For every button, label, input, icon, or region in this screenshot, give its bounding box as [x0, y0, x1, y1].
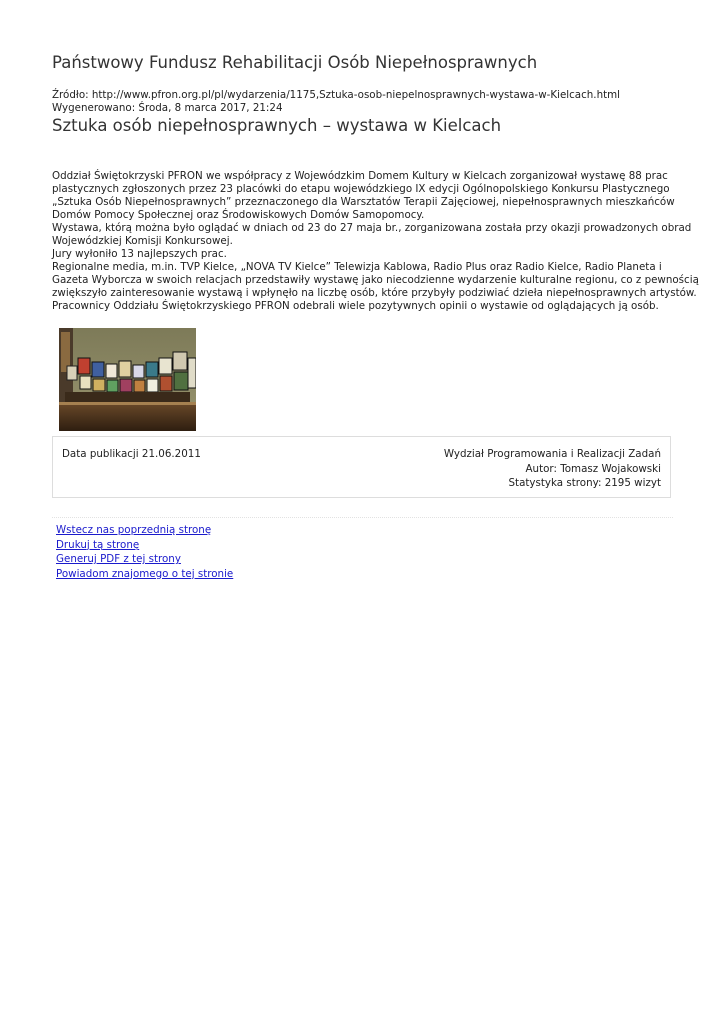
body-line: Domów Pomocy Społecznej oraz Środowiskowych Domów Samopomocy. [52, 209, 425, 221]
section-divider [52, 517, 673, 518]
back-link[interactable]: Wstecz nas poprzednią stronę [56, 524, 212, 536]
publication-date: Data publikacji 21.06.2011 [62, 448, 201, 460]
publication-info-box [52, 436, 671, 498]
organization-title: Państwowy Fundusz Rehabilitacji Osób Niepełnosprawnych [52, 53, 538, 72]
body-line: Pracownicy Oddziału Świętokrzyskiego PFRON odebrali wiele pozytywnych opinii o wystawie od oglądających ją osób. [52, 300, 659, 312]
page-statistics: Statystyka strony: 2195 wizyt [508, 477, 661, 489]
article-title: Sztuka osób niepełnosprawnych – wystawa w Kielcach [52, 116, 502, 135]
exhibition-photo-image [59, 328, 196, 431]
body-line: Wystawa, którą można było oglądać w dniach od 23 do 27 maja br., zorganizowana została przy okazji prowadzonych obrad [52, 222, 692, 234]
body-line: zwiększyło zainteresowanie wystawą i wpłynęło na liczbę osób, które przybyły podziwiać dzieła niepełnosprawnych artystów. [52, 287, 697, 299]
generate-pdf-link[interactable]: Generuj PDF z tej strony [56, 553, 181, 566]
article-body [52, 170, 699, 313]
body-line: Oddział Świętokrzyski PFRON we współpracy z Wojewódzkim Domem Kultury w Kielcach zorganizował wystawę 88 prac [52, 170, 668, 182]
body-line: plastycznych zgłoszonych przez 23 placówki do etapu wojewódzkiego IX edycji Ogólnopolskiego Konkursu Plastycznego [52, 183, 670, 195]
body-line: „Sztuka Osób Niepełnosprawnych” przeznaczonego dla Warsztatów Terapii Zajęciowej, niepełnosprawnych mieszkańców [52, 196, 675, 208]
body-line: Regionalne media, m.in. TVP Kielce, „NOVA TV Kielce” Telewizja Kablowa, Radio Plus oraz Radio Kielce, Radio Planeta i [52, 261, 662, 273]
author-name: Autor: Tomasz Wojakowski [525, 462, 661, 475]
page-actions [56, 523, 233, 581]
department-name: Wydział Programowania i Realizacji Zadań [443, 448, 661, 460]
body-line: Jury wyłoniło 13 najlepszych prac. [52, 248, 227, 260]
document-meta [52, 89, 620, 115]
body-line: Wojewódzkiej Komisji Konkursowej. [52, 235, 233, 247]
generated-date: Wygenerowano: Środa, 8 marca 2017, 21:24 [52, 102, 283, 114]
body-line: Gazeta Wyborcza w swoich relacjach przedstawiły wystawę jako niecodzienne wydarzenie kulturalne regionu, co z pewnością [52, 274, 699, 286]
publication-details [444, 447, 661, 491]
notify-friend-link[interactable]: Powiadom znajomego o tej stronie [56, 567, 234, 580]
exhibition-photo [59, 328, 196, 431]
print-link[interactable]: Drukuj tą stronę [56, 538, 140, 551]
source-url: Źródło: http://www.pfron.org.pl/pl/wydarzenia/1175,Sztuka-osob-niepelnosprawnych-wystawa-w-Kielcach.html [52, 89, 621, 101]
